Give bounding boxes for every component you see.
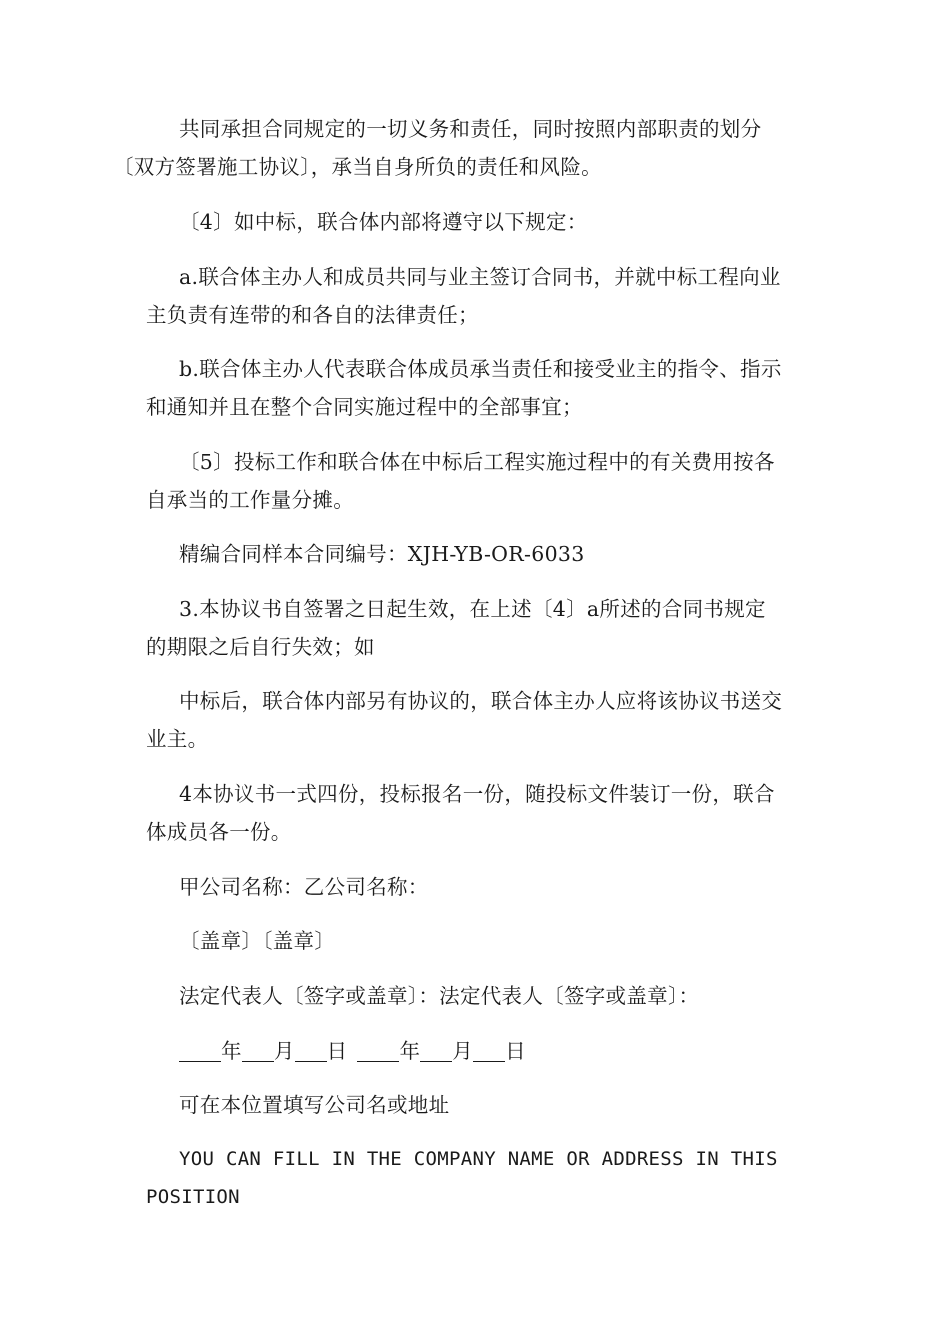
date-line [146,1032,810,1070]
footer-cn-text: 可在本位置填写公司名或地址 [179,1093,450,1117]
paragraph-clause-3 [146,590,810,666]
text-line: 主负责有连带的和各自的法律责任； [146,303,479,327]
day-label: 日 [326,1039,348,1063]
year-label: 年 [221,1039,242,1063]
footer-en-text: YOU CAN FILL IN THE COMPANY NAME OR ADDRESS IN THIS [179,1148,778,1170]
paragraph-date-line [146,1032,810,1070]
text-line: 体成员各一份。 [146,820,292,844]
text-line: 和通知并且在整个合同实施过程中的全部事宜； [146,395,583,419]
month-blank [242,1039,274,1062]
paragraph-clause-4b [146,350,810,426]
year-label: 年 [399,1039,421,1063]
day-blank [295,1039,327,1062]
text-line: b.联合体主办人代表联合体成员承当责任和接受业主的指令、指示 [179,357,782,381]
year-blank [357,1039,399,1062]
text-line: 中标后，联合体内部另有协议的，联合体主办人应将该协议书送交 [179,689,783,713]
paragraph-contract-number [146,535,810,573]
text-line: 法定代表人〔签字或盖章〕：法定代表人〔签字或盖章〕： [179,984,700,1008]
month-blank [420,1039,452,1062]
text-line: 业主。 [146,727,209,751]
paragraph-footer-cn [146,1086,810,1124]
paragraph-after-award [146,682,810,758]
footer-en-text: POSITION [146,1186,240,1208]
day-label: 日 [505,1039,526,1063]
text-line: 〔5〕投标工作和联合体在中标后工程实施过程中的有关费用按各 [179,450,775,474]
text-line: 〔双方签署施工协议〕，承当自身所负的责任和风险。 [113,155,602,179]
paragraph-legal-representatives [146,977,810,1015]
paragraph-seals [146,922,810,960]
paragraph-clause-4-copies [146,775,810,851]
month-label: 月 [452,1039,474,1063]
paragraph-clause-4a [146,258,810,334]
paragraph-company-names [146,868,810,906]
text-line: 自承当的工作量分摊。 [146,488,354,512]
text-line: 〔4〕如中标，联合体内部将遵守以下规定： [179,210,588,234]
text-line: 共同承担合同规定的一切义务和责任，同时按照内部职责的划分 [179,117,762,141]
text-line: 〔盖章〕〔盖章〕 [179,929,336,953]
paragraph-footer-en [146,1140,810,1216]
day-blank [473,1039,505,1062]
year-blank [179,1039,221,1062]
text-line: 的期限之后自行失效；如 [146,635,375,659]
paragraph-clause-4 [146,203,810,241]
paragraph-joint-obligations [113,110,810,186]
text-line: a.联合体主办人和成员共同与业主签订合同书，并就中标工程向业 [179,265,781,289]
paragraph-clause-5 [146,443,810,519]
text-line: 甲公司名称：乙公司名称： [179,875,429,899]
text-line: 4本协议书一式四份，投标报名一份，随投标文件装订一份，联合 [179,782,775,806]
month-label: 月 [273,1039,295,1063]
contract-number: 精编合同样本合同编号：XJH-YB-OR-6033 [179,542,585,566]
text-line: 3.本协议书自签署之日起生效，在上述〔4〕a所述的合同书规定 [179,597,766,621]
